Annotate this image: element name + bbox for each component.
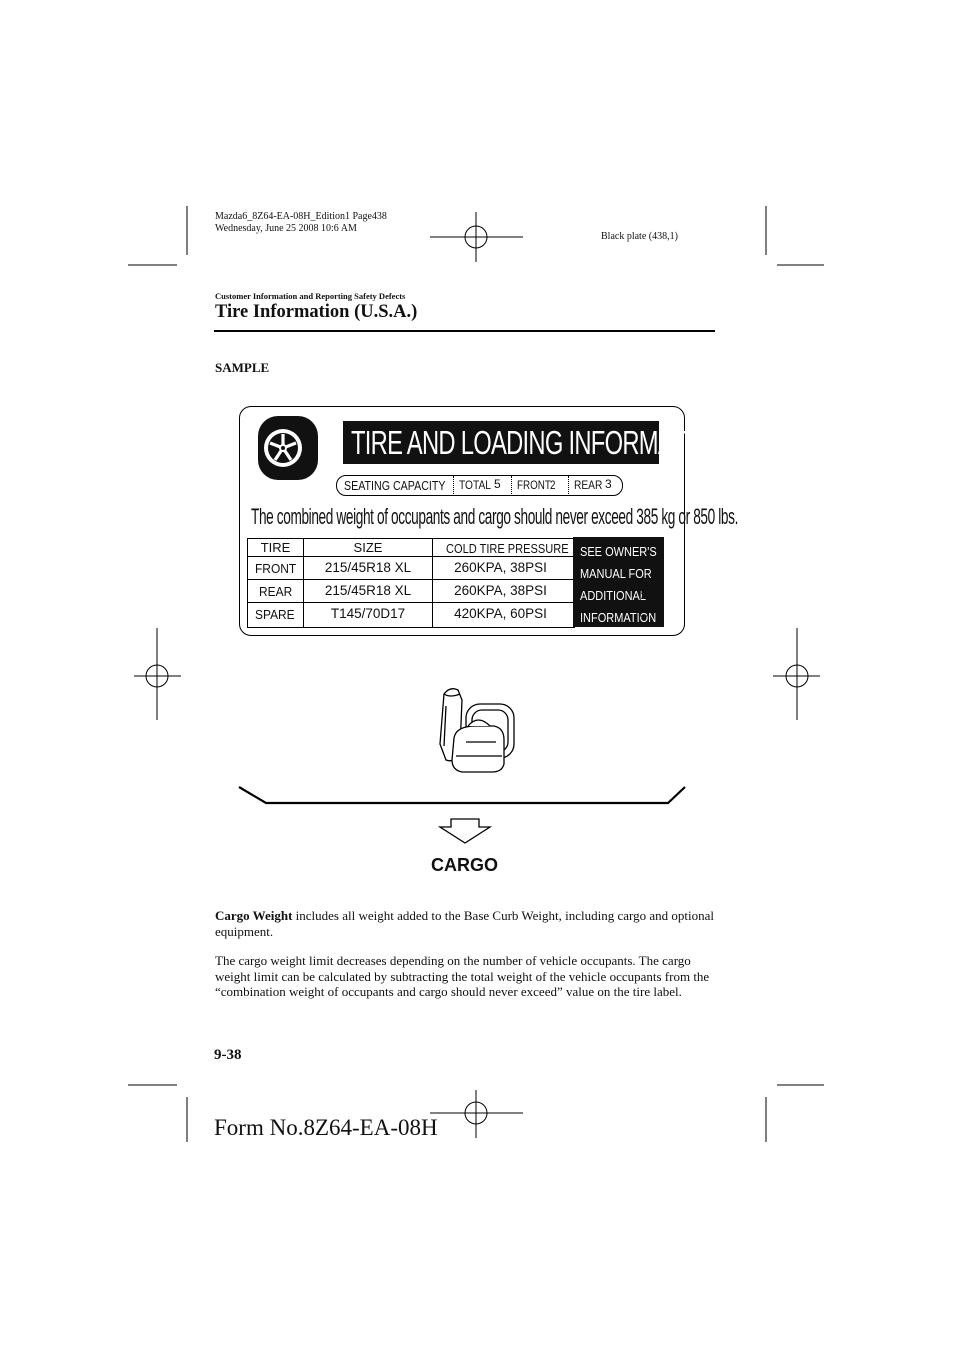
seating-capacity-label: SEATING CAPACITY xyxy=(344,478,446,493)
table-cell-tire: FRONT xyxy=(255,561,297,576)
seating-divider xyxy=(568,476,571,494)
total-value: 5 xyxy=(494,477,501,491)
section-heading: Customer Information and Reporting Safety Defects xyxy=(215,291,406,301)
table-cell-pressure: 260KPA, 38PSI xyxy=(454,560,547,575)
plate-info: Black plate (438,1) xyxy=(601,231,678,242)
title-rule xyxy=(214,330,715,332)
down-arrow-icon xyxy=(438,817,492,845)
seating-divider xyxy=(511,476,514,494)
placard-title: TIRE AND LOADING INFORMATION xyxy=(351,424,726,461)
table-cell-size: 215/45R18 XL xyxy=(324,583,412,598)
cargo-weight-paragraph xyxy=(215,908,715,939)
front-label: FRONT xyxy=(517,478,551,492)
owners-manual-line: SEE OWNER'S xyxy=(580,545,657,559)
combined-weight-sentence: The combined weight of occupants and cargo should never exceed xyxy=(251,504,633,529)
table-cell-pressure: 420KPA, 60PSI xyxy=(454,606,547,621)
rear-value: 3 xyxy=(605,477,612,491)
cargo-weight-definition: includes all weight added to the Base Curb Weight, including cargo and optional equipment. xyxy=(215,908,715,939)
owners-manual-line: ADDITIONAL xyxy=(580,589,647,603)
table-cell-pressure: 260KPA, 38PSI xyxy=(454,583,547,598)
print-info xyxy=(215,211,387,235)
col-header-pressure: COLD TIRE PRESSURE xyxy=(446,541,569,556)
cargo-weight-term: Cargo Weight xyxy=(215,908,293,923)
total-label: TOTAL xyxy=(459,478,491,492)
seating-divider xyxy=(453,476,456,494)
table-cell-tire: REAR xyxy=(259,584,293,599)
cargo-limit-paragraph: The cargo weight limit decreases depending on the number of vehicle occupants. The cargo weight limit can be calculated by subtracting the total weight of the vehicle occupants from the “combination weight of occupants and cargo should never exceed” value on the tire label. xyxy=(215,953,710,999)
table-cell-size: 215/45R18 XL xyxy=(324,560,412,575)
cargo-floor-line xyxy=(236,784,688,806)
sample-label: SAMPLE xyxy=(215,360,270,375)
col-header-tire: TIRE xyxy=(260,540,291,555)
print-info-line2: Wednesday, June 25 2008 10:6 AM xyxy=(215,223,357,234)
table-row-rule xyxy=(247,602,574,603)
combined-weight-text xyxy=(251,504,738,530)
cargo-label: CARGO xyxy=(431,855,498,875)
col-header-size: SIZE xyxy=(353,540,383,555)
table-row-rule xyxy=(247,556,574,557)
print-info-line1: Mazda6_8Z64-EA-08H_Edition1 Page438 xyxy=(215,211,387,222)
owners-manual-line: MANUAL FOR xyxy=(580,567,652,581)
weight-limit: 385 kg or 850 lbs. xyxy=(636,504,739,529)
luggage-icon xyxy=(436,686,518,776)
table-row-rule xyxy=(247,579,574,580)
rear-label: REAR xyxy=(574,478,603,492)
page-number: 9-38 xyxy=(214,1047,242,1063)
wheel-icon xyxy=(256,414,320,482)
form-number: Form No.8Z64-EA-08H xyxy=(214,1115,438,1140)
placard-code: (XXXX) xyxy=(638,581,650,618)
page-title: Tire Information (U.S.A.) xyxy=(215,302,418,322)
table-cell-tire: SPARE xyxy=(255,607,295,622)
front-value: 2 xyxy=(550,478,556,492)
owners-manual-line: INFORMATION xyxy=(580,611,657,625)
table-cell-size: T145/70D17 xyxy=(330,606,406,621)
